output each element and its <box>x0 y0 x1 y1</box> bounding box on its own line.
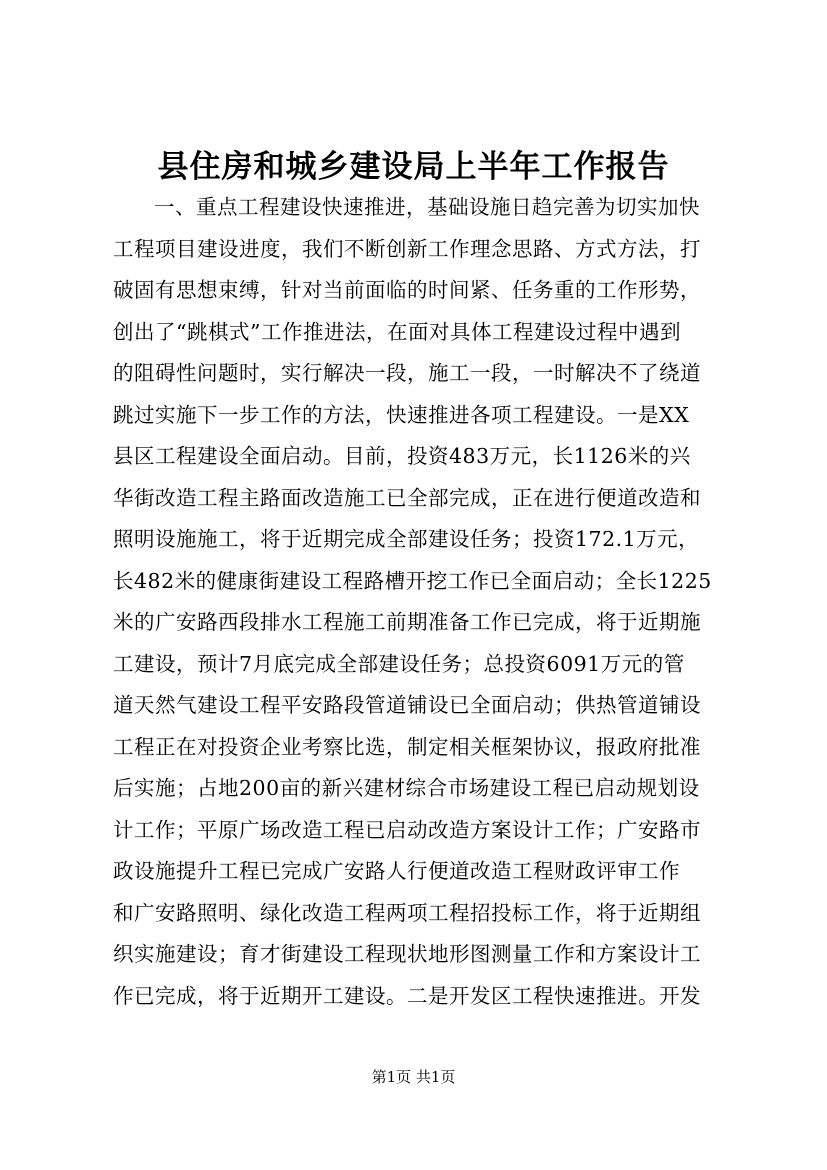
paragraph-line: 道天然气建设工程平安路段管道铺设已全面启动；供热管道铺设 <box>113 693 701 717</box>
document-title: 县住房和城乡建设局上半年工作报告 <box>157 149 670 185</box>
paragraph-line: 工程正在对投资企业考察比选，制定相关框架协议，报政府批准 <box>113 734 701 759</box>
paragraph-line: 照明设施施工，将于近期完成全部建设任务；投资172.1万元， <box>113 527 700 551</box>
paragraph-line: 后实施；占地200亩的新兴建材综合市场建设工程已启动规划设 <box>113 776 700 800</box>
paragraph-line: 长482米的健康街建设工程路槽开挖工作已全面启动；全长1225 <box>113 568 712 593</box>
paragraph-line: 工建设，预计7月底完成全部建设任务；总投资6091万元的管 <box>113 651 685 676</box>
paragraph-line: 一、重点工程建设快速推进，基础设施日趋完善为切实加快 <box>154 195 700 219</box>
paragraph-line: 的阻碍性问题时，实行解决一段，施工一段，一时解决不了绕道 <box>113 361 701 385</box>
paragraph-line: 和广安路照明、绿化改造工程两项工程招投标工作，将于近期组 <box>113 900 701 925</box>
paragraph-line: 破固有思想束缚，针对当前面临的时间紧、任务重的工作形势， <box>113 278 701 302</box>
paragraph-line: 华街改造工程主路面改造施工已全部完成，正在进行便道改造和 <box>113 485 701 510</box>
paragraph-line: 县区工程建设全面启动。目前，投资483万元，长1126米的兴 <box>113 444 691 468</box>
document-body <box>113 187 723 1017</box>
paragraph-line: 织实施建设；育才街建设工程现状地形图测量工作和方案设计工 <box>113 942 701 966</box>
paragraph-line: 米的广安路西段排水工程施工前期准备工作已完成，将于近期施 <box>113 610 701 634</box>
paragraph-line: 计工作；平原广场改造工程已启动改造方案设计工作；广安路市 <box>113 817 701 842</box>
paragraph-line: 工程项目建设进度，我们不断创新工作理念思路、方式方法，打 <box>113 236 701 261</box>
page-number-footer: 第1页 共1页 <box>371 1068 456 1086</box>
paragraph-line: 创出了“跳棋式”工作推进法，在面对具体工程建设过程中遇到 <box>113 319 681 344</box>
paragraph-line: 作已完成，将于近期开工建设。二是开发区工程快速推进。开发 <box>113 983 701 1008</box>
paragraph-line: 跳过实施下一步工作的方法，快速推进各项工程建设。一是XX <box>113 402 690 427</box>
paragraph-line: 政设施提升工程已完成广安路人行便道改造工程财政评审工作 <box>113 859 680 883</box>
